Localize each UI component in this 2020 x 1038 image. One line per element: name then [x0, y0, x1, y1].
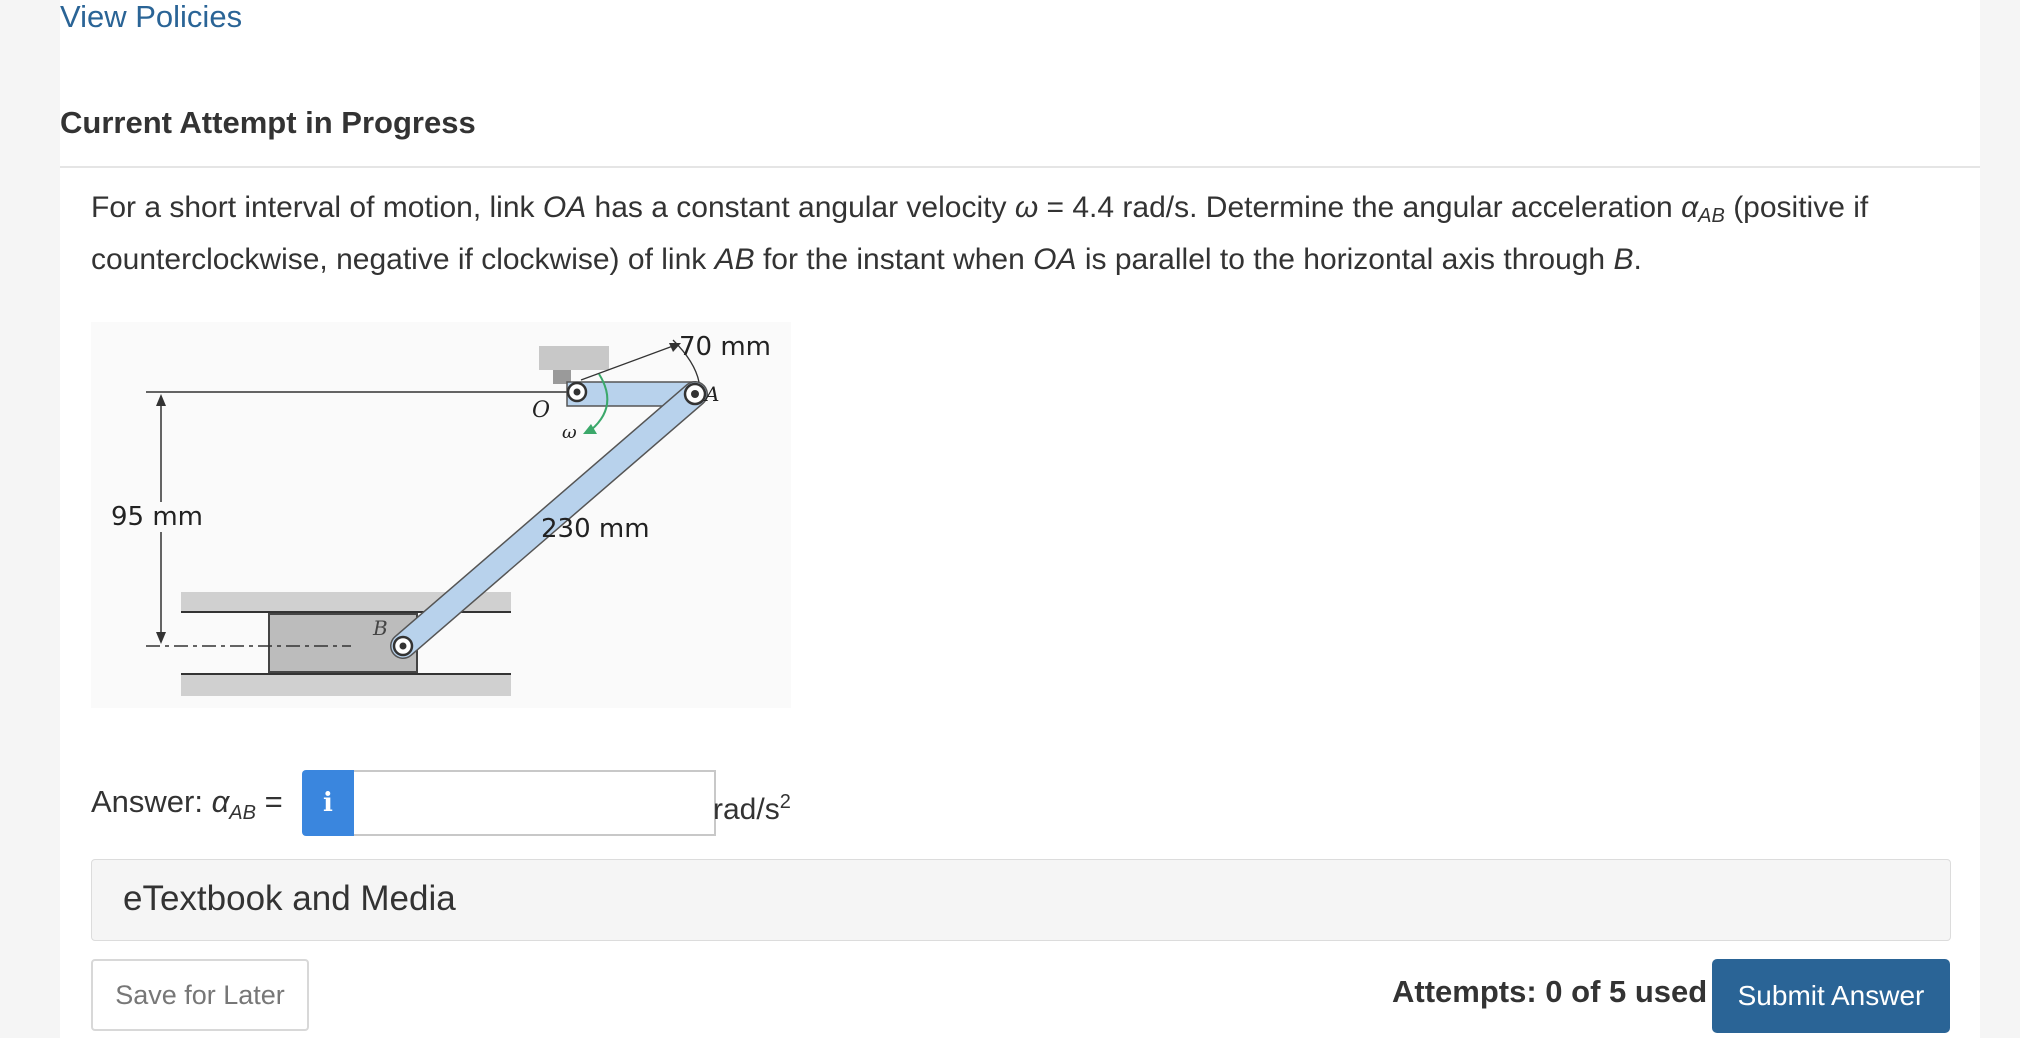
answer-input[interactable]	[354, 770, 716, 836]
label-omega: ω	[562, 422, 577, 443]
label-b: B	[373, 616, 388, 640]
dim-95-label: 95 mm	[111, 502, 204, 532]
answer-row	[91, 770, 851, 836]
attempts-counter: Attempts: 0 of 5 used	[1392, 974, 1708, 1009]
save-for-later-button[interactable]: Save for Later	[91, 959, 309, 1031]
attempt-heading: Current Attempt in Progress	[60, 105, 476, 140]
view-policies-link[interactable]: View Policies	[60, 0, 243, 34]
question-text: For a short interval of motion, link OA has a constant angular velocity ω = 4.4 rad/s. Determine the angular acceleration $\alpha_{AB}$ (positive if counterclockwise, negative if clockwise) of link AB for the instant when OA is parallel to the horizontal axis through B.	[91, 191, 1869, 276]
answer-label: Answer: $\alpha_{AB}$ =	[91, 784, 283, 824]
divider	[60, 166, 1980, 168]
etextbook-media-label: eTextbook and Media	[123, 879, 456, 918]
info-icon[interactable]: i	[302, 770, 354, 836]
question-card	[60, 0, 1980, 1038]
label-o: O	[532, 398, 551, 423]
unit-label: rad/$s^2$	[713, 791, 791, 826]
dim-70-label: 70 mm	[679, 332, 772, 362]
mechanism-figure	[91, 322, 791, 708]
etextbook-media-panel[interactable]	[91, 859, 1951, 941]
label-a: A	[705, 382, 720, 406]
dim-230-label: 230 mm	[541, 514, 650, 544]
submit-answer-button[interactable]: Submit Answer	[1712, 959, 1950, 1033]
